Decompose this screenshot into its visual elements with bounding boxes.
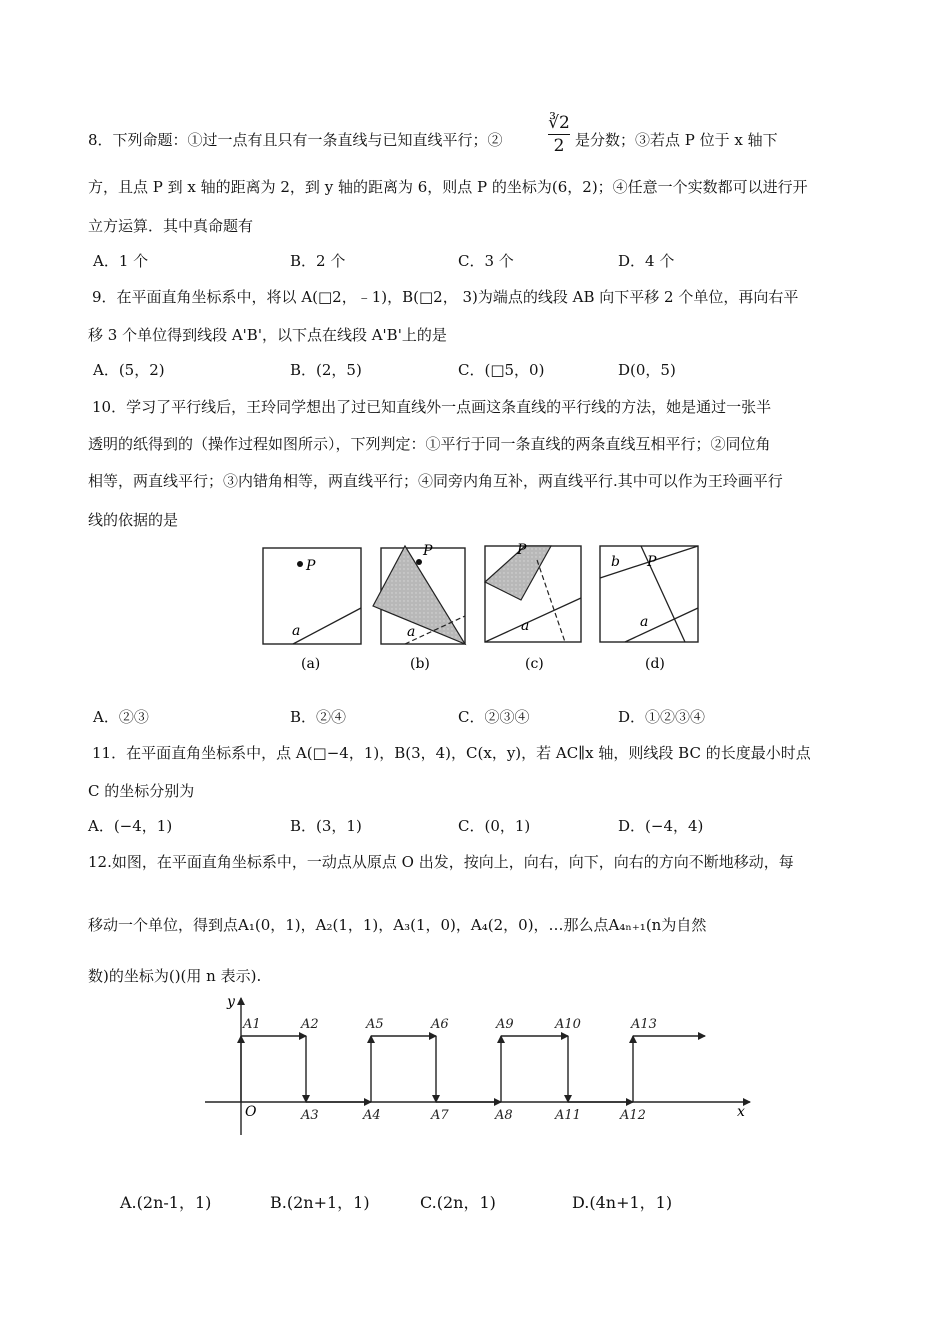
q8-fraction xyxy=(548,112,570,157)
q8-line1b: 是分数；③若点 P 位于 x 轴下 xyxy=(575,131,778,149)
label-a2: A2 xyxy=(301,1017,319,1032)
figure-c-label: (c) xyxy=(525,656,544,672)
q12-option-a: A.(2n-1，1) xyxy=(120,1193,212,1212)
q11-option-a: A．(−4，1) xyxy=(88,817,173,835)
figure-d-label: (d) xyxy=(645,656,665,672)
label-a7: A7 xyxy=(431,1108,449,1123)
q12-line1: 12.如图，在平面直角坐标系中，一动点从原点 O 出发，按向上，向右，向下，向右的方向不断地移动，每 xyxy=(88,853,794,871)
q10-option-a: A．②③ xyxy=(93,708,149,726)
q11-line2: C 的坐标分别为 xyxy=(88,782,195,800)
q12-line3: 数)的坐标为()(用 n 表示). xyxy=(88,967,262,985)
fig-d-a: a xyxy=(640,614,649,630)
q12-option-c: C.(2n，1) xyxy=(420,1193,496,1212)
q10-option-b: B．②④ xyxy=(290,708,347,726)
label-a5: A5 xyxy=(366,1017,384,1032)
fig-c-p: P xyxy=(517,542,527,558)
label-a6: A6 xyxy=(431,1017,449,1032)
q8-option-b: B．2 个 xyxy=(290,252,346,270)
figure-b-label: (b) xyxy=(410,656,430,672)
fig-d-b: b xyxy=(611,554,620,570)
label-a9: A9 xyxy=(496,1017,514,1032)
x-axis-label: x xyxy=(737,1104,745,1120)
figure-c xyxy=(485,542,581,672)
fig-a-a: a xyxy=(292,623,301,639)
fig-b-p: P xyxy=(423,543,433,559)
q10-figure xyxy=(255,540,715,680)
q9-line2: 移 3 个单位得到线段 A'B'，以下点在线段 A'B'上的是 xyxy=(88,326,447,344)
label-a11: A11 xyxy=(555,1108,581,1123)
q9-option-a: A．(5，2) xyxy=(93,361,165,379)
figure-d xyxy=(600,546,698,672)
q9-line1: 9．在平面直角坐标系中，将以 A(□2，﹣1)，B(□2， 3)为端点的线段 AB 向下平移 2 个单位，再向右平 xyxy=(92,288,799,306)
q10-line3: 相等，两直线平行；③内错角相等，两直线平行；④同旁内角互补，两直线平行.其中可以作为王玲画平行 xyxy=(88,472,783,490)
q10-line2: 透明的纸得到的（操作过程如图所示），下列判定：①平行于同一条直线的两条直线互相平行；②同位角 xyxy=(88,435,771,453)
q11-option-b: B．(3，1) xyxy=(290,817,362,835)
q8-fraction-numerator: ∛2 xyxy=(548,113,570,133)
q8-option-c: C．3 个 xyxy=(458,252,514,270)
label-a3: A3 xyxy=(301,1108,319,1123)
label-a10: A10 xyxy=(555,1017,581,1032)
label-a12: A12 xyxy=(620,1108,646,1123)
fig-c-a: a xyxy=(521,618,530,634)
figure-a xyxy=(263,548,361,672)
label-a1: A1 xyxy=(243,1017,261,1032)
fig-b-a: a xyxy=(407,624,416,640)
q10-option-d: D．①②③④ xyxy=(618,708,706,726)
q8-fraction-denominator: 2 xyxy=(553,136,565,156)
q10-line4: 线的依据的是 xyxy=(88,511,179,529)
q9-option-b: B．(2，5) xyxy=(290,361,362,379)
fig-a-p: P xyxy=(306,558,316,574)
q10-option-c: C．②③④ xyxy=(458,708,530,726)
q12-option-d: D.(4n+1，1) xyxy=(572,1193,673,1212)
label-a13: A13 xyxy=(631,1017,657,1032)
label-a4: A4 xyxy=(363,1108,381,1123)
q9-option-d: D(0，5) xyxy=(618,361,676,379)
q12-coordinate-figure xyxy=(195,990,765,1140)
label-a8: A8 xyxy=(495,1108,513,1123)
figure-a-label: (a) xyxy=(301,656,321,672)
q8-line2: 方，且点 P 到 x 轴的距离为 2，到 y 轴的距离为 6，则点 P 的坐标为(6，2)；④任意一个实数都可以进行开 xyxy=(88,178,808,196)
q8-line3: 立方运算．其中真命题有 xyxy=(88,217,254,235)
q9-option-c: C．(□5，0) xyxy=(458,361,545,379)
q12-option-b: B.(2n+1，1) xyxy=(270,1193,370,1212)
q8-option-d: D．4 个 xyxy=(618,252,675,270)
q8-option-a: A．1 个 xyxy=(93,252,149,270)
fig-d-p: P xyxy=(647,554,657,570)
q10-line1: 10．学习了平行线后，王玲同学想出了过已知直线外一点画这条直线的平行线的方法，她是通过一张半 xyxy=(92,398,772,416)
y-axis-label: y xyxy=(227,994,235,1010)
q8-line1a: 8．下列命题：①过一点有且只有一条直线与已知直线平行；② xyxy=(88,131,503,149)
figure-b xyxy=(373,543,465,672)
q11-line1: 11．在平面直角坐标系中，点 A(□−4，1)，B(3，4)，C(x，y)，若 AC∥x 轴，则线段 BC 的长度最小时点 xyxy=(92,744,811,762)
origin-label: O xyxy=(245,1104,257,1120)
q12-line2: 移动一个单位，得到点A₁(0，1)，A₂(1，1)，A₃(1，0)，A₄(2，0)，…那么点A₄ₙ₊₁(n为自然 xyxy=(88,916,707,934)
q11-option-d: D．(−4，4) xyxy=(618,817,704,835)
q11-option-c: C．(0，1) xyxy=(458,817,531,835)
